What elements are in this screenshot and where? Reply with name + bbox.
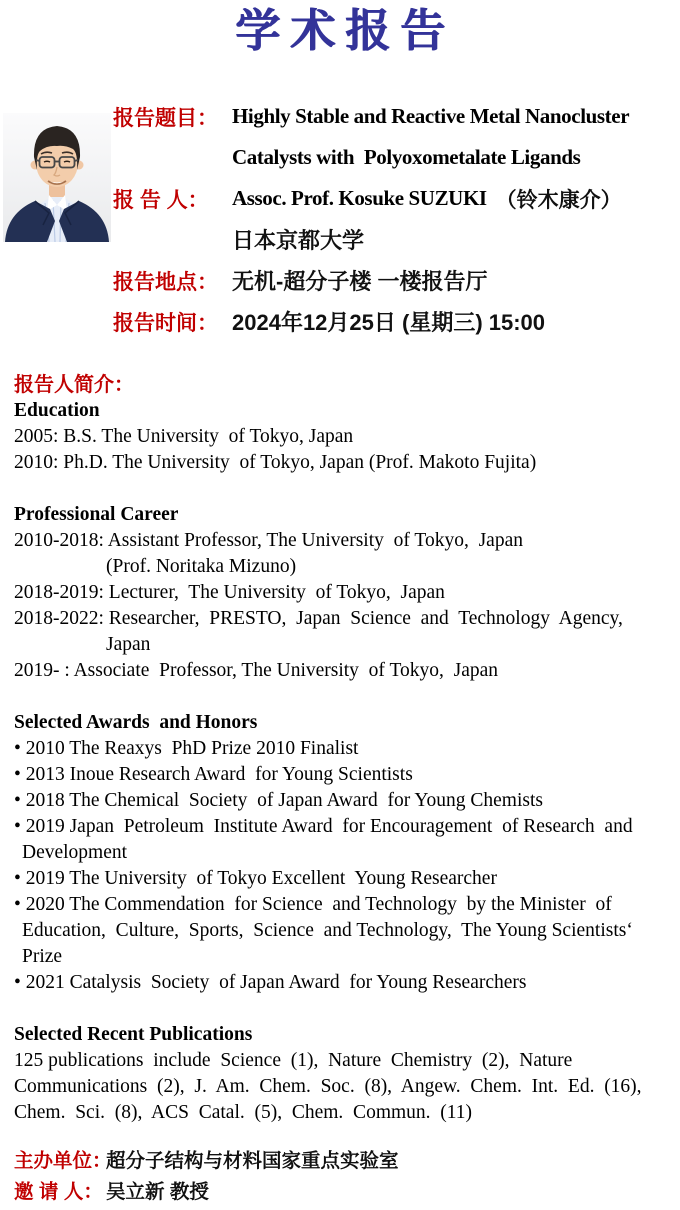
speaker-name-en: Assoc. Prof. Kosuke SUZUKI bbox=[232, 186, 487, 210]
award-item: • 2020 The Commendation for Science and Technology by the Minister of bbox=[14, 894, 612, 915]
career-line: 2010-2018: Assistant Professor, The University of Tokyo, Japan bbox=[14, 530, 523, 551]
venue-value: 无机-超分子楼 一楼报告厅 bbox=[232, 269, 488, 294]
topic-label: 报告题目： bbox=[113, 106, 218, 130]
education-line: 2005: B.S. The University of Tokyo, Japan bbox=[14, 426, 354, 447]
speaker-portrait-illustration bbox=[3, 113, 111, 242]
topic-row-1 bbox=[113, 96, 629, 137]
time-row bbox=[113, 301, 629, 342]
speaker-label: 报 告 人： bbox=[113, 188, 209, 212]
header-info bbox=[113, 96, 629, 342]
affiliation-row bbox=[113, 219, 629, 260]
speaker-row bbox=[113, 178, 629, 219]
venue-row bbox=[113, 260, 629, 301]
speaker-name-cn: （铃木康介） bbox=[495, 188, 622, 212]
bio-section bbox=[14, 372, 672, 1126]
career-line: 2018-2019: Lecturer, The University of Tokyo, Japan bbox=[14, 582, 445, 603]
award-item-continuation: Development bbox=[22, 842, 128, 863]
footer-section bbox=[14, 1146, 399, 1208]
publications-heading: Selected Recent Publications bbox=[14, 1024, 253, 1045]
organizer-label: 主办单位： bbox=[14, 1150, 112, 1172]
career-line-continuation: Japan bbox=[106, 634, 151, 655]
career-line: 2018-2022: Researcher, PRESTO, Japan Science and Technology Agency, bbox=[14, 608, 623, 629]
inviter-label: 邀 请 人： bbox=[14, 1181, 103, 1203]
publications-line: 125 publications include Science (1), Nature Chemistry (2), Nature bbox=[14, 1050, 573, 1071]
award-item: • 2021 Catalysis Society of Japan Award for Young Researchers bbox=[14, 972, 527, 993]
publications-line: Chem. Sci. (8), ACS Catal. (5), Chem. Commun. (11) bbox=[14, 1102, 473, 1123]
topic-line2: Catalysts with Polyoxometalate Ligands bbox=[232, 145, 581, 169]
career-line-continuation: (Prof. Noritaka Mizuno) bbox=[106, 556, 297, 577]
publications-line: Communications (2), J. Am. Chem. Soc. (8), Angew. Chem. Int. Ed. (16), bbox=[14, 1076, 642, 1097]
award-item: • 2010 The Reaxys PhD Prize 2010 Finalist bbox=[14, 738, 359, 759]
education-heading: Education bbox=[14, 400, 100, 421]
time-value: 2024年12月25日 (星期三) 15:00 bbox=[232, 310, 546, 335]
topic-line1: Highly Stable and Reactive Metal Nanocluster bbox=[232, 104, 630, 128]
awards-heading: Selected Awards and Honors bbox=[14, 712, 258, 733]
career-line: 2019- : Associate Professor, The University of Tokyo, Japan bbox=[14, 660, 499, 681]
poster-title: 学术报告 bbox=[234, 4, 455, 57]
education-line: 2010: Ph.D. The University of Tokyo, Japan (Prof. Makoto Fujita) bbox=[14, 452, 537, 473]
award-item: • 2013 Inoue Research Award for Young Scientists bbox=[14, 764, 413, 785]
career-heading: Professional Career bbox=[14, 504, 179, 525]
venue-label: 报告地点： bbox=[113, 270, 218, 294]
bio-intro-label: 报告人简介： bbox=[14, 374, 134, 396]
organizer-row bbox=[14, 1146, 399, 1177]
inviter-row bbox=[14, 1177, 399, 1208]
award-item: • 2019 Japan Petroleum Institute Award for Encouragement of Research and bbox=[14, 816, 633, 837]
speaker-photo bbox=[3, 113, 111, 242]
award-item: • 2019 The University of Tokyo Excellent Young Researcher bbox=[14, 868, 497, 889]
award-item-continuation: Education, Culture, Sports, Science and Technology, The Young Scientists‘ bbox=[22, 920, 633, 941]
speaker-affiliation: 日本京都大学 bbox=[232, 228, 365, 253]
award-item: • 2018 The Chemical Society of Japan Award for Young Chemists bbox=[14, 790, 543, 811]
inviter-value: 吴立新 教授 bbox=[106, 1181, 209, 1203]
time-label: 报告时间： bbox=[113, 311, 218, 335]
topic-row-2 bbox=[113, 137, 629, 178]
award-item-continuation: Prize bbox=[22, 946, 63, 967]
organizer-value: 超分子结构与材料国家重点实验室 bbox=[106, 1150, 399, 1172]
